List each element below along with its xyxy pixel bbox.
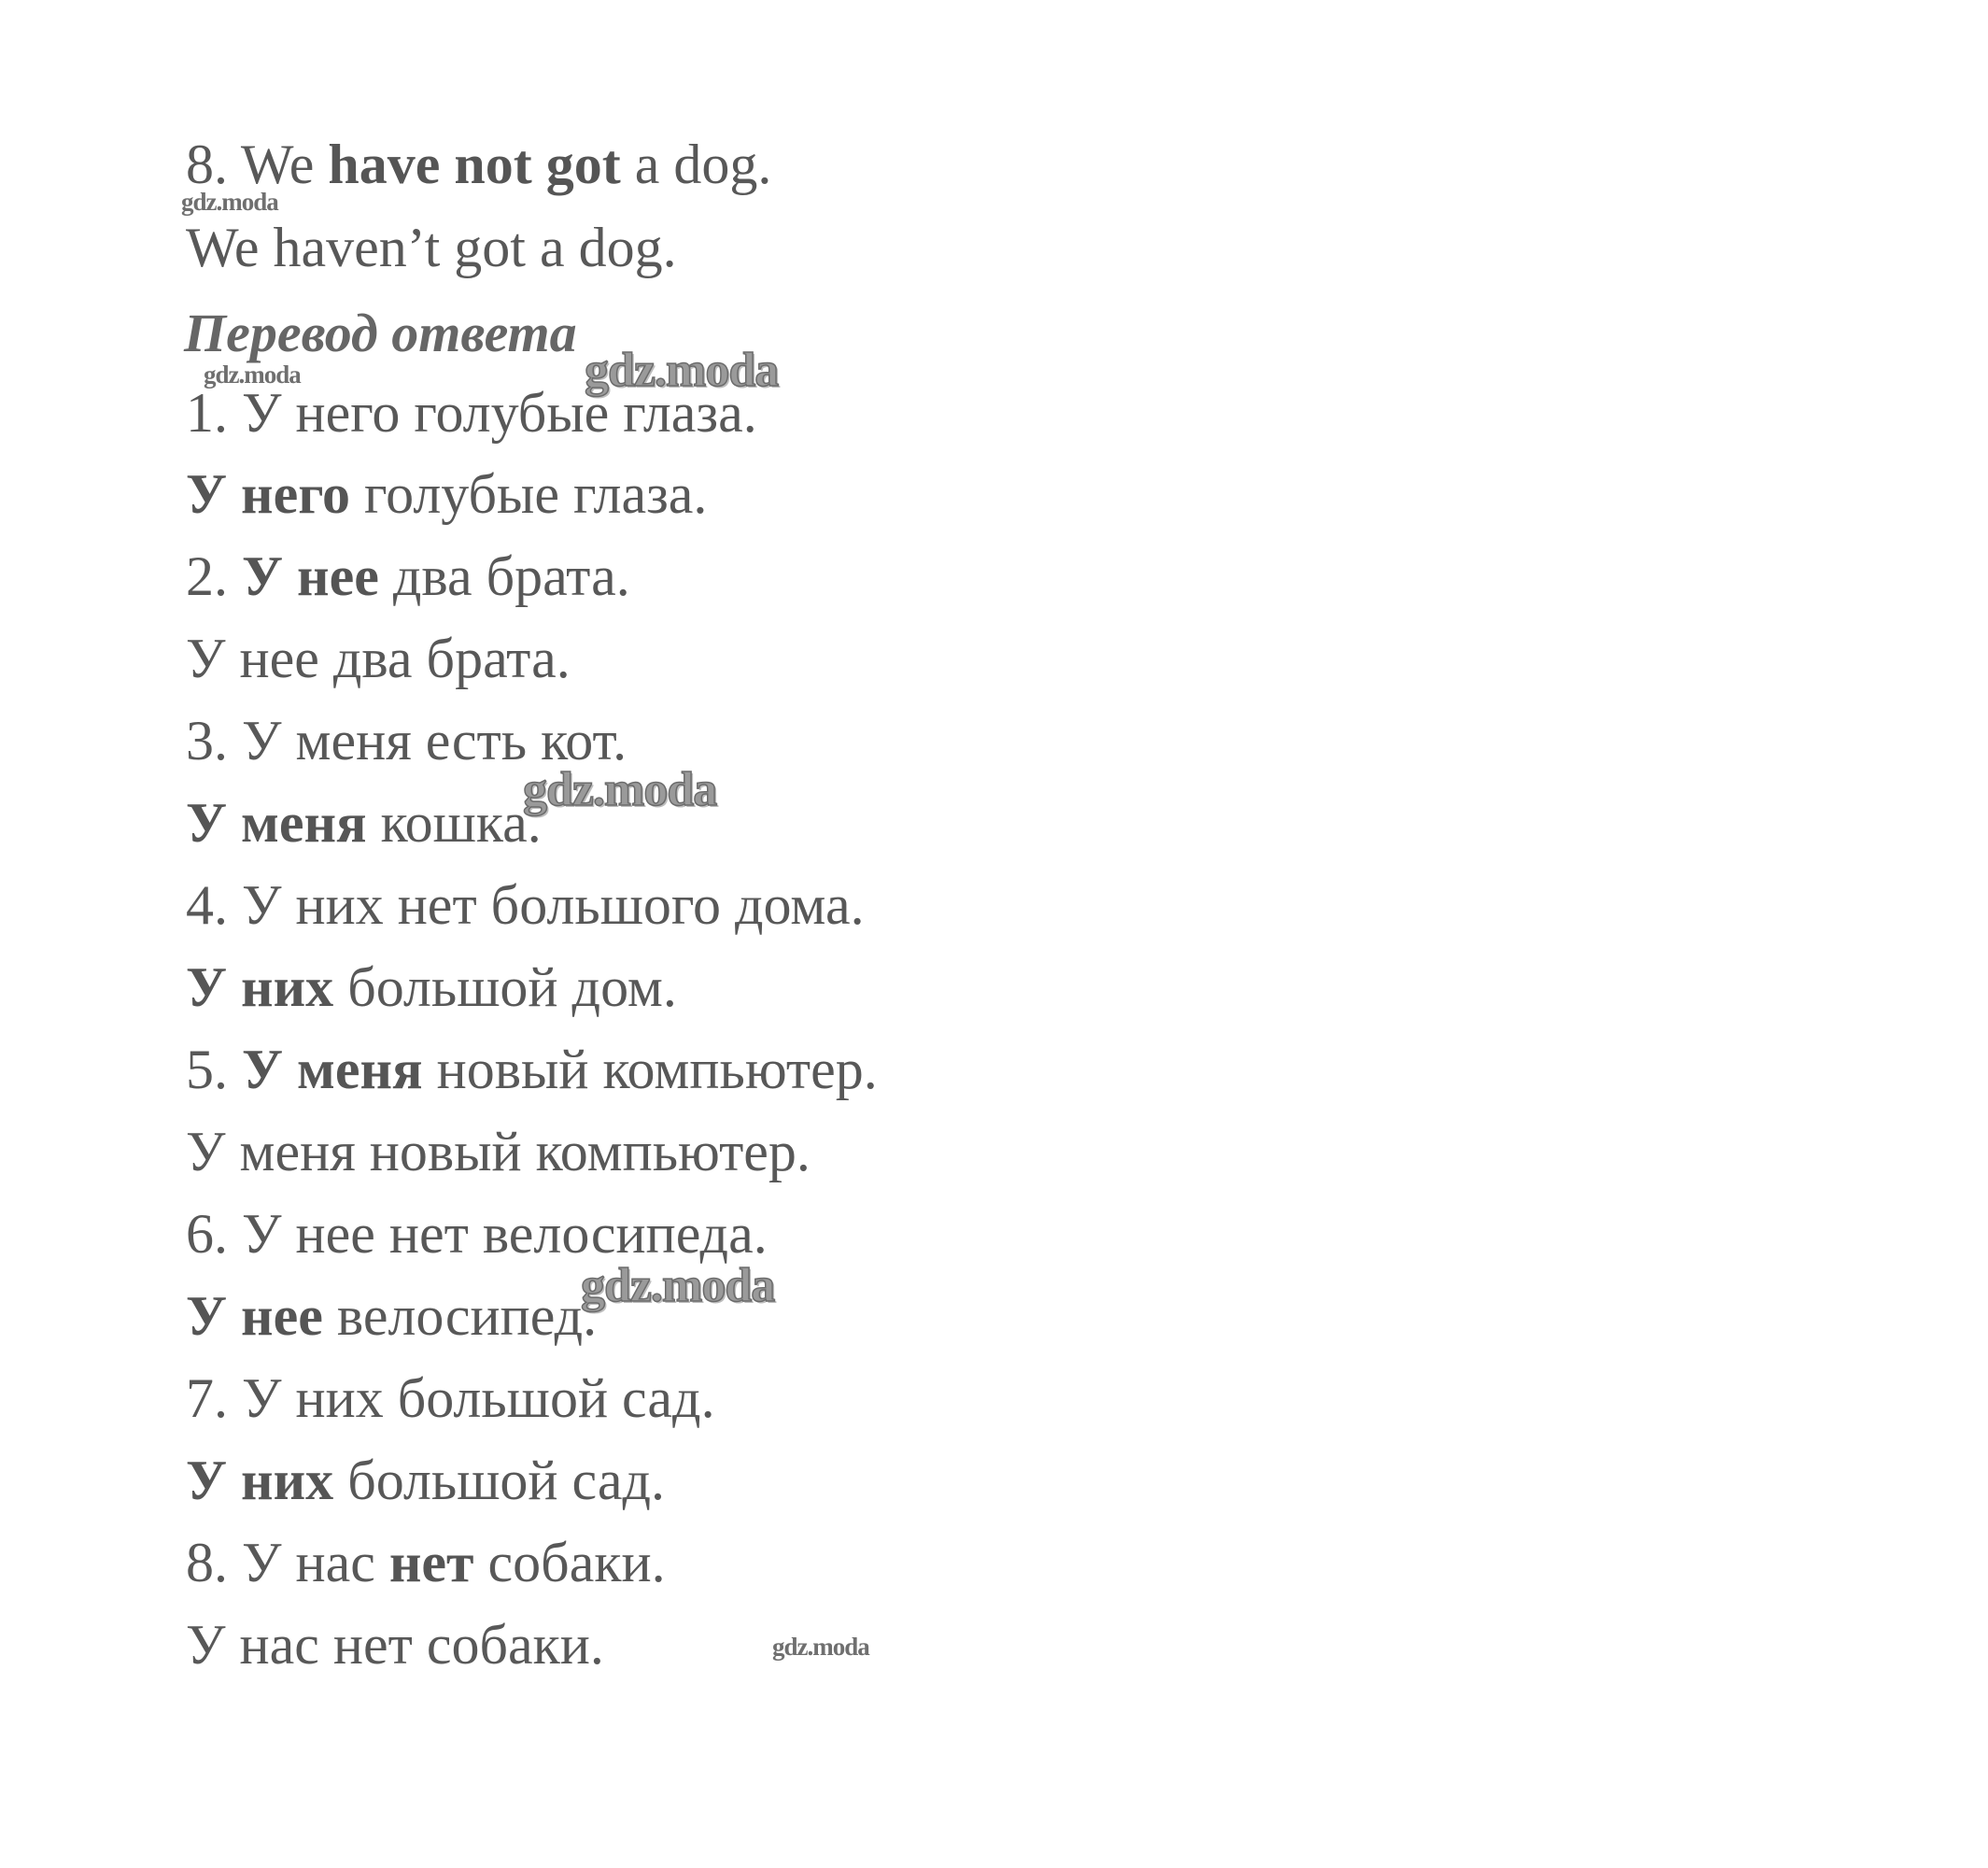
watermark-logo: gdz.moda: [181, 188, 278, 216]
translation-6-answer: [186, 1283, 597, 1349]
translation-2-question: [186, 544, 630, 609]
question-bold: нет: [388, 1532, 474, 1593]
question-bold: У нее: [242, 545, 379, 607]
answer-bold: У меня: [186, 792, 367, 854]
watermark-logo: gdz.moda: [581, 1259, 775, 1312]
answer-text: У меня новый компьютер.: [186, 1121, 811, 1182]
answer-bold: У нее: [186, 1285, 323, 1347]
answer-bold: У них: [186, 956, 334, 1018]
watermark-logo: gdz.moda: [204, 361, 301, 389]
english-item-8-bold: have not got: [328, 134, 621, 195]
question-text: собаки.: [473, 1532, 666, 1593]
translation-5-question: [186, 1037, 878, 1102]
watermark-logo: gdz.moda: [523, 763, 717, 816]
watermark-logo: gdz.moda: [772, 1633, 869, 1661]
answer-bold: У них: [186, 1450, 334, 1511]
item-number: 6.: [186, 1203, 242, 1265]
translation-heading: Перевод ответа: [184, 303, 577, 363]
item-number: 3.: [186, 710, 242, 771]
translation-4-question: [186, 872, 865, 938]
question-bold: У меня: [242, 1039, 423, 1100]
item-number: 7.: [186, 1367, 242, 1429]
translation-5-answer: [186, 1119, 811, 1184]
answer-text: кошка.: [366, 792, 542, 854]
english-item-8-short: We haven’t got a dog.: [186, 217, 677, 278]
question-text: новый компьютер.: [422, 1039, 878, 1100]
question-text: два брата.: [378, 545, 630, 607]
question-text: У них нет большого дома.: [242, 874, 865, 936]
english-item-8-suffix: a dog.: [620, 134, 772, 195]
answer-text: голубые глаза.: [350, 463, 708, 525]
english-item-8-prefix: 8. We: [186, 134, 329, 195]
question-pre: У нас: [242, 1532, 389, 1593]
answer-text: велосипед.: [322, 1285, 598, 1347]
answer-bold: У него: [186, 463, 350, 525]
question-text: У меня есть кот.: [242, 710, 627, 771]
item-number: 5.: [186, 1039, 242, 1100]
translation-8-answer: [186, 1612, 604, 1677]
item-number: 8.: [186, 1532, 242, 1593]
translation-2-answer: [186, 626, 571, 691]
item-number: 1.: [186, 382, 242, 444]
translation-7-answer: [186, 1448, 665, 1513]
answer-text: большой дом.: [333, 956, 677, 1018]
translation-7-question: [186, 1366, 715, 1431]
watermark-logo: gdz.moda: [585, 344, 779, 397]
answer-text: большой сад.: [333, 1450, 666, 1511]
translation-8-question: [186, 1530, 666, 1595]
question-text: У него голубые глаза.: [242, 382, 757, 444]
translation-1-answer: [186, 461, 707, 527]
answer-text: У нас нет собаки.: [186, 1614, 604, 1676]
translation-3-answer: [186, 790, 542, 856]
question-text: У них большой сад.: [242, 1367, 715, 1429]
item-number: 4.: [186, 874, 242, 936]
answer-text: У нее два брата.: [186, 628, 571, 689]
translation-4-answer: [186, 955, 677, 1020]
translation-6-question: [186, 1201, 768, 1267]
item-number: 2.: [186, 545, 242, 607]
question-text: У нее нет велосипеда.: [242, 1203, 768, 1265]
